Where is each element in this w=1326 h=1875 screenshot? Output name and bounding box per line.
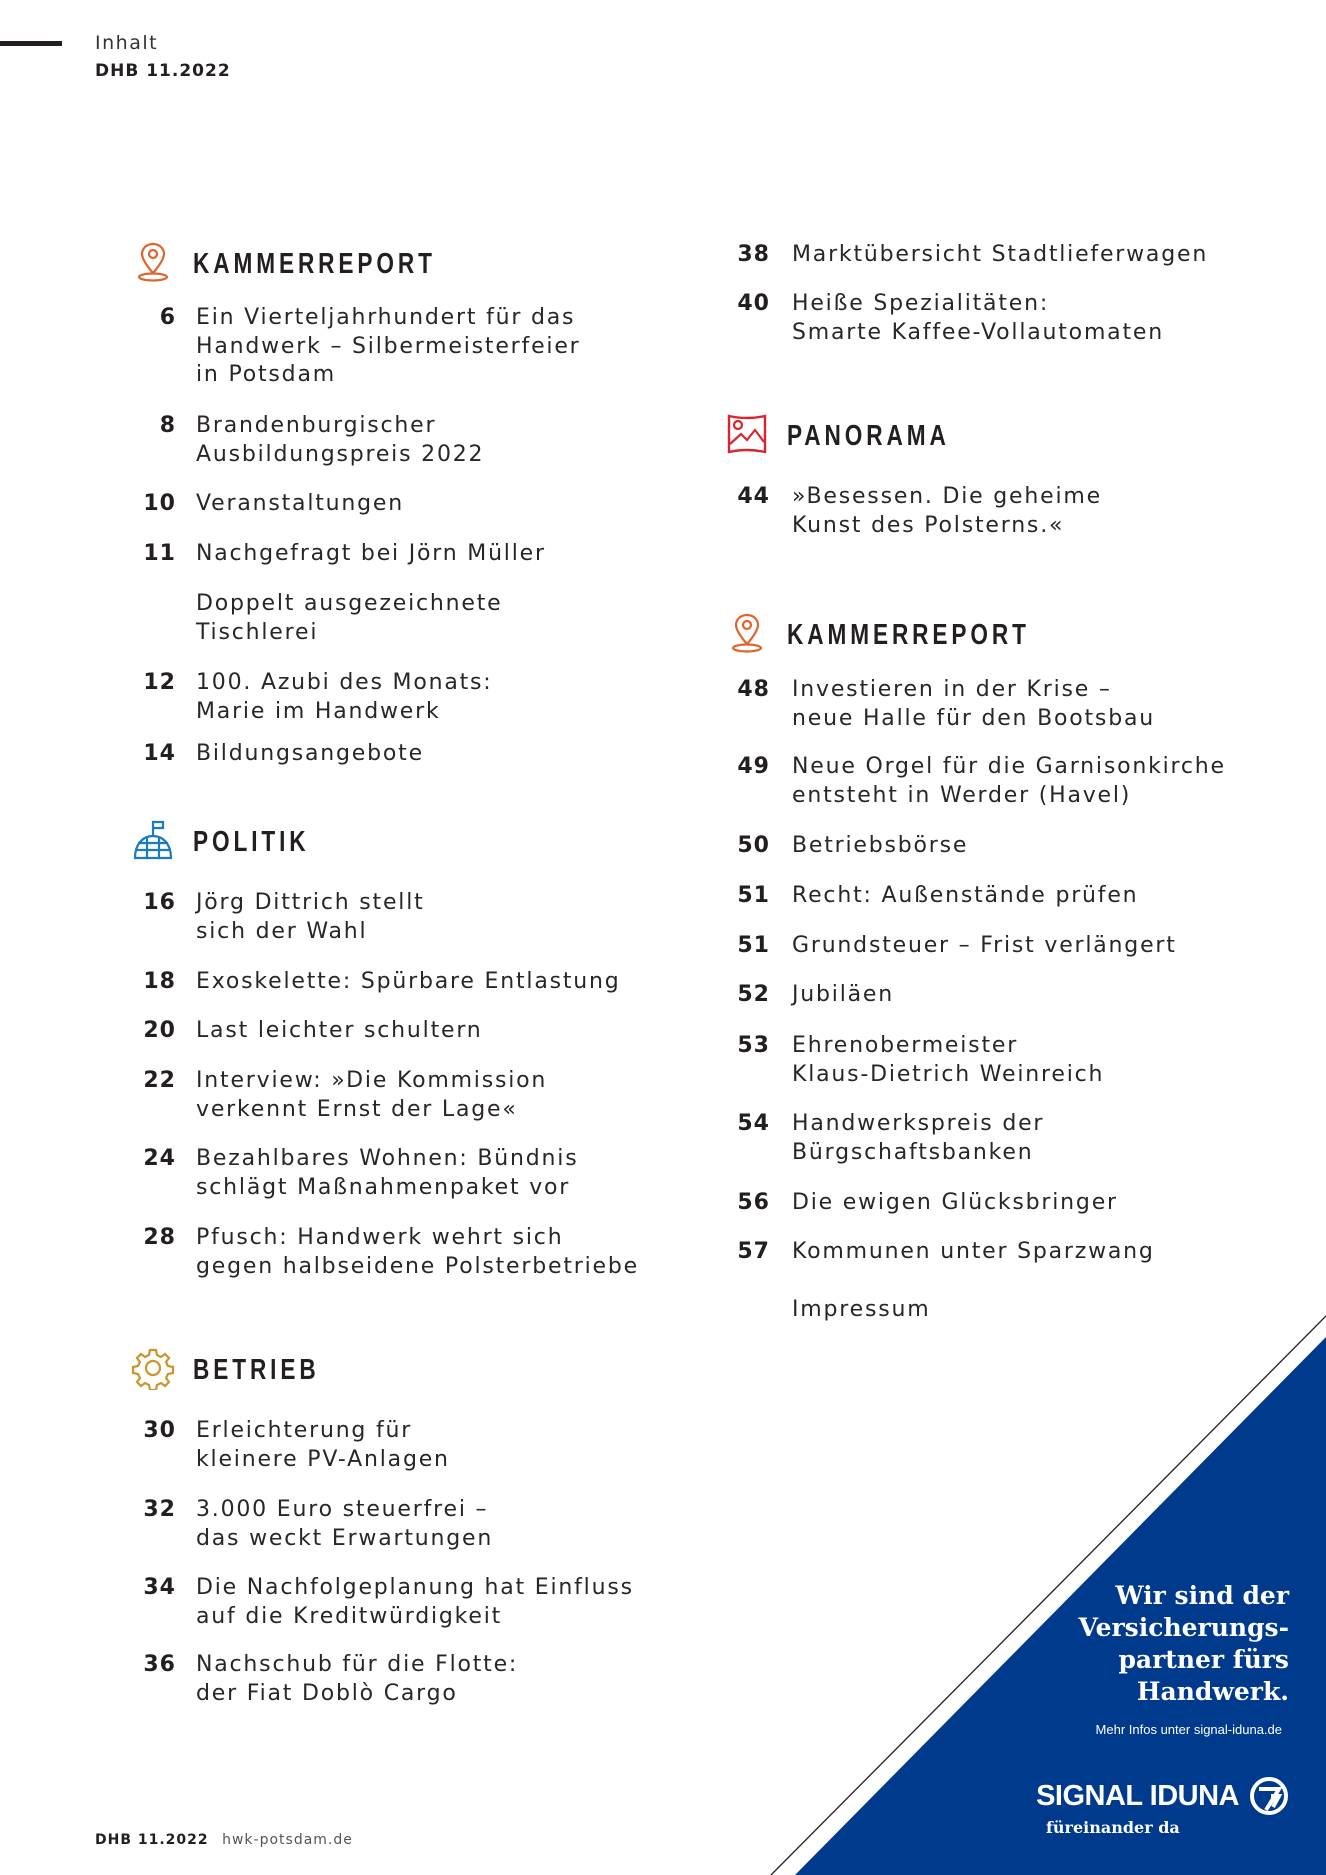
entry-title: Jubiläen: [792, 982, 894, 1007]
entry-title: Exoskelette: Spürbare Entlastung: [196, 969, 621, 994]
section-title: KAMMERREPORT: [193, 247, 436, 280]
entry-title: Betriebsbörse: [792, 833, 969, 858]
page-number: 22: [143, 1068, 176, 1093]
entry-title: Brandenburgischer Ausbildungspreis 2022: [196, 413, 485, 467]
page-number: 30: [143, 1418, 176, 1443]
entry-title: Neue Orgel für die Garnisonkirche entsteht in Werder (Havel): [792, 754, 1226, 808]
page-number: 48: [737, 677, 770, 702]
page-number: 14: [143, 741, 176, 766]
entry-title: Die ewigen Glücksbringer: [792, 1190, 1118, 1215]
section-title: POLITIK: [193, 825, 310, 858]
page-number: 36: [143, 1652, 176, 1677]
page-number: 54: [737, 1111, 770, 1136]
entry-title: Impressum: [792, 1297, 931, 1322]
footer-url[interactable]: hwk-potsdam.de: [222, 1832, 353, 1848]
entry-title: Grundsteuer – Frist verlängert: [792, 933, 1177, 958]
entry-title: Erleichterung für kleinere PV-Anlagen: [196, 1418, 450, 1472]
page-number: 38: [737, 242, 770, 267]
signal-iduna-emblem-icon: [1249, 1776, 1289, 1816]
entry-title: Marktübersicht Stadtlieferwagen: [792, 242, 1209, 267]
page-number: 24: [143, 1146, 176, 1171]
section-title: BETRIEB: [193, 1353, 320, 1386]
entry-title: Ein Vierteljahrhundert für das Handwerk – Silbermeisterfeier in Potsdam: [196, 305, 581, 387]
section-title: PANORAMA: [787, 419, 950, 452]
section-title: KAMMERREPORT: [787, 618, 1030, 651]
page-number: 53: [737, 1033, 770, 1058]
entry-title: Ehrenobermeister Klaus-Dietrich Weinreich: [792, 1033, 1105, 1087]
entry-title: Handwerkspreis der Bürgschaftsbanken: [792, 1111, 1045, 1165]
entry-title: 3.000 Euro steuerfrei – das weckt Erwartungen: [196, 1497, 494, 1551]
entry-title: Heiße Spezialitäten: Smarte Kaffee-Vollautomaten: [792, 291, 1164, 345]
page-number: 32: [143, 1497, 176, 1522]
entry-title: »Besessen. Die geheime Kunst des Polsterns.«: [792, 484, 1102, 538]
entry-title: Investieren in der Krise – neue Halle für den Bootsbau: [792, 677, 1155, 731]
ad-headline: Wir sind der Versicherungs- partner fürs Handwerk.: [1078, 1581, 1289, 1706]
entry-title: Veranstaltungen: [196, 491, 404, 516]
page-number: 57: [737, 1239, 770, 1264]
page-number: 12: [143, 670, 176, 695]
entry-title: Jörg Dittrich stellt sich der Wahl: [196, 890, 425, 944]
signal-iduna-logo: [1036, 1776, 1289, 1816]
entry-title: Doppelt ausgezeichnete Tischlerei: [196, 591, 503, 645]
page-number: 50: [737, 833, 770, 858]
page-number: 44: [737, 484, 770, 509]
page-number: 28: [143, 1225, 176, 1250]
page-number: 11: [143, 541, 176, 566]
entry-title: Nachgefragt bei Jörn Müller: [196, 541, 546, 566]
page-number: 40: [737, 291, 770, 316]
entry-title: Kommunen unter Sparzwang: [792, 1239, 1155, 1264]
entry-title: Bildungsangebote: [196, 741, 424, 766]
page-number: 51: [737, 933, 770, 958]
issue-label: DHB 11.2022: [95, 61, 231, 81]
entry-title: Pfusch: Handwerk wehrt sich gegen halbseidene Polsterbetriebe: [196, 1225, 639, 1279]
brand-name: SIGNAL IDUNA: [1036, 1779, 1239, 1812]
entry-title: Die Nachfolgeplanung hat Einfluss auf die Kreditwürdigkeit: [196, 1575, 634, 1629]
ad-more-info-link[interactable]: Mehr Infos unter signal-iduna.de: [1095, 1722, 1282, 1737]
entry-title: Interview: »Die Kommission verkennt Ernst der Lage«: [196, 1068, 548, 1122]
page-number: 34: [143, 1575, 176, 1600]
entry-title: Bezahlbares Wohnen: Bündnis schlägt Maßnahmenpaket vor: [196, 1146, 579, 1200]
page-number: 56: [737, 1190, 770, 1215]
footer: [95, 1832, 353, 1848]
page-number: 20: [143, 1018, 176, 1043]
page-number: 8: [159, 413, 176, 438]
entry-title: Nachschub für die Flotte: der Fiat Doblò Cargo: [196, 1652, 519, 1706]
section-label: Inhalt: [95, 32, 159, 54]
page-number: 6: [159, 305, 176, 330]
page-number: 49: [737, 754, 770, 779]
entry-title: Last leichter schultern: [196, 1018, 483, 1043]
page-number: 18: [143, 969, 176, 994]
page-number: 51: [737, 883, 770, 908]
page-number: 16: [143, 890, 176, 915]
page-number: 10: [143, 491, 176, 516]
page-number: 52: [737, 982, 770, 1007]
brand-tagline: füreinander da: [1046, 1818, 1180, 1837]
entry-title: 100. Azubi des Monats: Marie im Handwerk: [196, 670, 493, 724]
footer-issue: DHB 11.2022: [95, 1832, 209, 1848]
entry-title: Recht: Außenstände prüfen: [792, 883, 1139, 908]
